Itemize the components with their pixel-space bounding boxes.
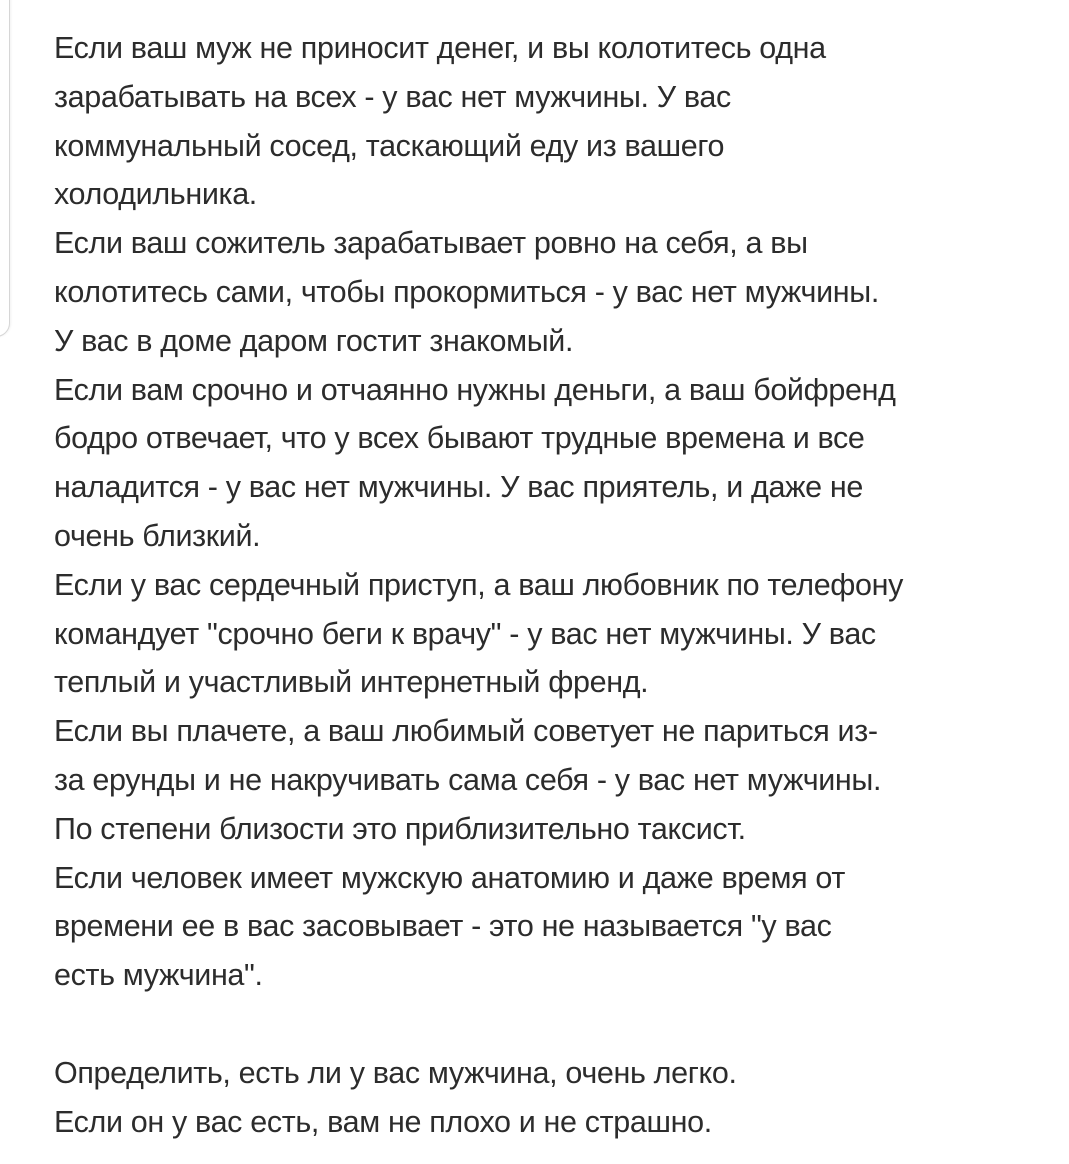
text-line: Если человек имеет мужскую анатомию и даже время от xyxy=(54,860,845,895)
text-line: теплый и участливый интернетный френд. xyxy=(54,665,649,700)
text-line: есть мужчина". xyxy=(54,958,263,993)
text-line: очень близкий. xyxy=(54,518,261,553)
side-panel-edge xyxy=(0,0,10,337)
text-line: По степени близости это приблизительно таксист. xyxy=(54,811,746,846)
text-line: Определить, есть ли у вас мужчина, очень легко. xyxy=(54,1055,737,1090)
text-line: У вас в доме даром гостит знакомый. xyxy=(54,323,574,358)
text-line: Если вам срочно и отчаянно нужны деньги, а ваш бойфренд xyxy=(54,372,896,407)
text-line: Если ваш муж не приносит денег, и вы колотитесь одна xyxy=(54,31,826,65)
text-line: Если вы плачете, а ваш любимый советует не париться из- xyxy=(54,714,878,749)
paragraph-break xyxy=(54,1000,1054,1049)
text-line: времени ее в вас засовывает - это не называется "у вас xyxy=(54,909,832,944)
text-line: зарабатывать на всех - у вас нет мужчины. У вас xyxy=(54,79,731,114)
text-line: колотитесь сами, чтобы прокормиться - у вас нет мужчины. xyxy=(54,274,879,309)
text-line: Если ваш сожитель зарабатывает ровно на себя, а вы xyxy=(54,226,808,261)
text-line: наладится - у вас нет мужчины. У вас приятель, и даже не xyxy=(54,470,863,505)
text-line: коммунальный сосед, таскающий еду из вашего xyxy=(54,128,725,163)
post-text xyxy=(54,24,1054,1146)
text-line: командует "срочно беги к врачу" - у вас нет мужчины. У вас xyxy=(54,616,876,651)
text-line: Если у вас сердечный приступ, а ваш любовник по телефону xyxy=(54,567,904,602)
text-line: Если он у вас есть, вам не плохо и не страшно. xyxy=(54,1104,712,1139)
text-line: холодильника. xyxy=(54,177,257,212)
text-line: бодро отвечает, что у всех бывают трудные времена и все xyxy=(54,421,865,456)
text-line: за ерунды и не накручивать сама себя - у вас нет мужчины. xyxy=(54,762,882,797)
